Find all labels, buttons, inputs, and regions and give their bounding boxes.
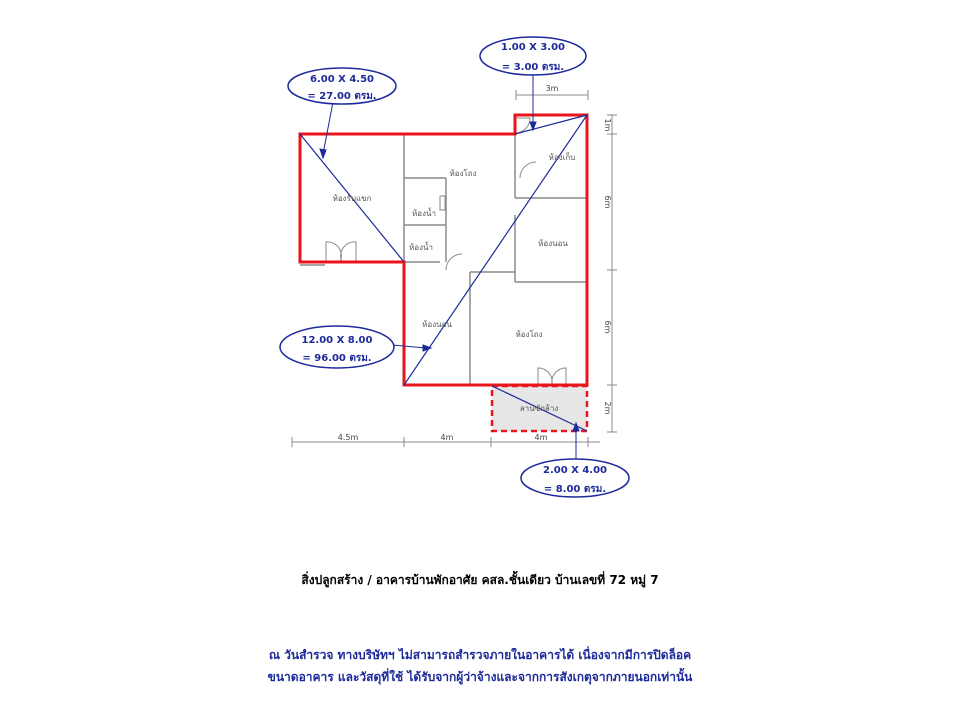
- dimension-bottom-3: 4m: [534, 433, 548, 442]
- dimension-bottom-1: 4.5m: [337, 433, 359, 442]
- callout-c: [280, 326, 394, 368]
- dimension-right-4: 2m: [603, 401, 612, 415]
- room-label-terrace: ลานซักล้าง: [519, 404, 559, 413]
- callout-b: [480, 37, 586, 75]
- dimension-right-1: 1m: [603, 118, 612, 132]
- svg-text:= 96.00 ตรม.: = 96.00 ตรม.: [302, 353, 372, 364]
- room-label-storage: ห้องเก็บ: [548, 153, 576, 162]
- room-label-bedroom-left: ห้องนอน: [422, 320, 452, 329]
- room-label-bedroom-right: ห้องนอน: [538, 239, 568, 248]
- dimension-right-3: 6m: [603, 320, 612, 334]
- svg-text:1.00 X 3.00: 1.00 X 3.00: [500, 42, 566, 53]
- dimension-bottom-2: 4m: [440, 433, 454, 442]
- room-label-reception: ห้องรับแขก: [332, 194, 372, 203]
- svg-text:2.00 X 4.00: 2.00 X 4.00: [542, 465, 608, 476]
- svg-text:6.00 X 4.50: 6.00 X 4.50: [309, 74, 375, 85]
- svg-text:= 3.00 ตรม.: = 3.00 ตรม.: [501, 62, 565, 73]
- survey-note-line-2: ขนาดอาคาร และวัสดุที่ใช้ ได้รับจากผู้ว่าจ้างและจากการสังเกตุจากภายนอกเท่านั้น: [267, 670, 693, 684]
- room-label-hall-top: ห้องโถง: [449, 169, 477, 178]
- callout-d: [521, 459, 629, 497]
- dimension-right-2: 6m: [603, 195, 612, 209]
- callout-a: [288, 68, 396, 104]
- room-label-bath-1: ห้องน้ำ: [412, 209, 436, 218]
- dimension-top-width: 3m: [545, 84, 559, 93]
- survey-note-line-1: ณ วันสำรวจ ทางบริษัทฯ ไม่สามารถสำรวจภายในอาคารได้ เนื่องจากมีการปิดล็อค: [268, 648, 692, 662]
- room-label-bath-2: ห้องน้ำ: [409, 243, 433, 252]
- room-label-hall-bottom: ห้องโถง: [515, 330, 543, 339]
- svg-text:= 8.00 ตรม.: = 8.00 ตรม.: [543, 484, 607, 495]
- svg-text:12.00 X 8.00: 12.00 X 8.00: [301, 335, 373, 346]
- building-title: สิ่งปลูกสร้าง / อาคารบ้านพักอาศัย คสล.ชั้นเดียว บ้านเลขที่ 72 หมู่ 7: [301, 573, 659, 587]
- svg-text:= 27.00 ตรม.: = 27.00 ตรม.: [307, 91, 377, 102]
